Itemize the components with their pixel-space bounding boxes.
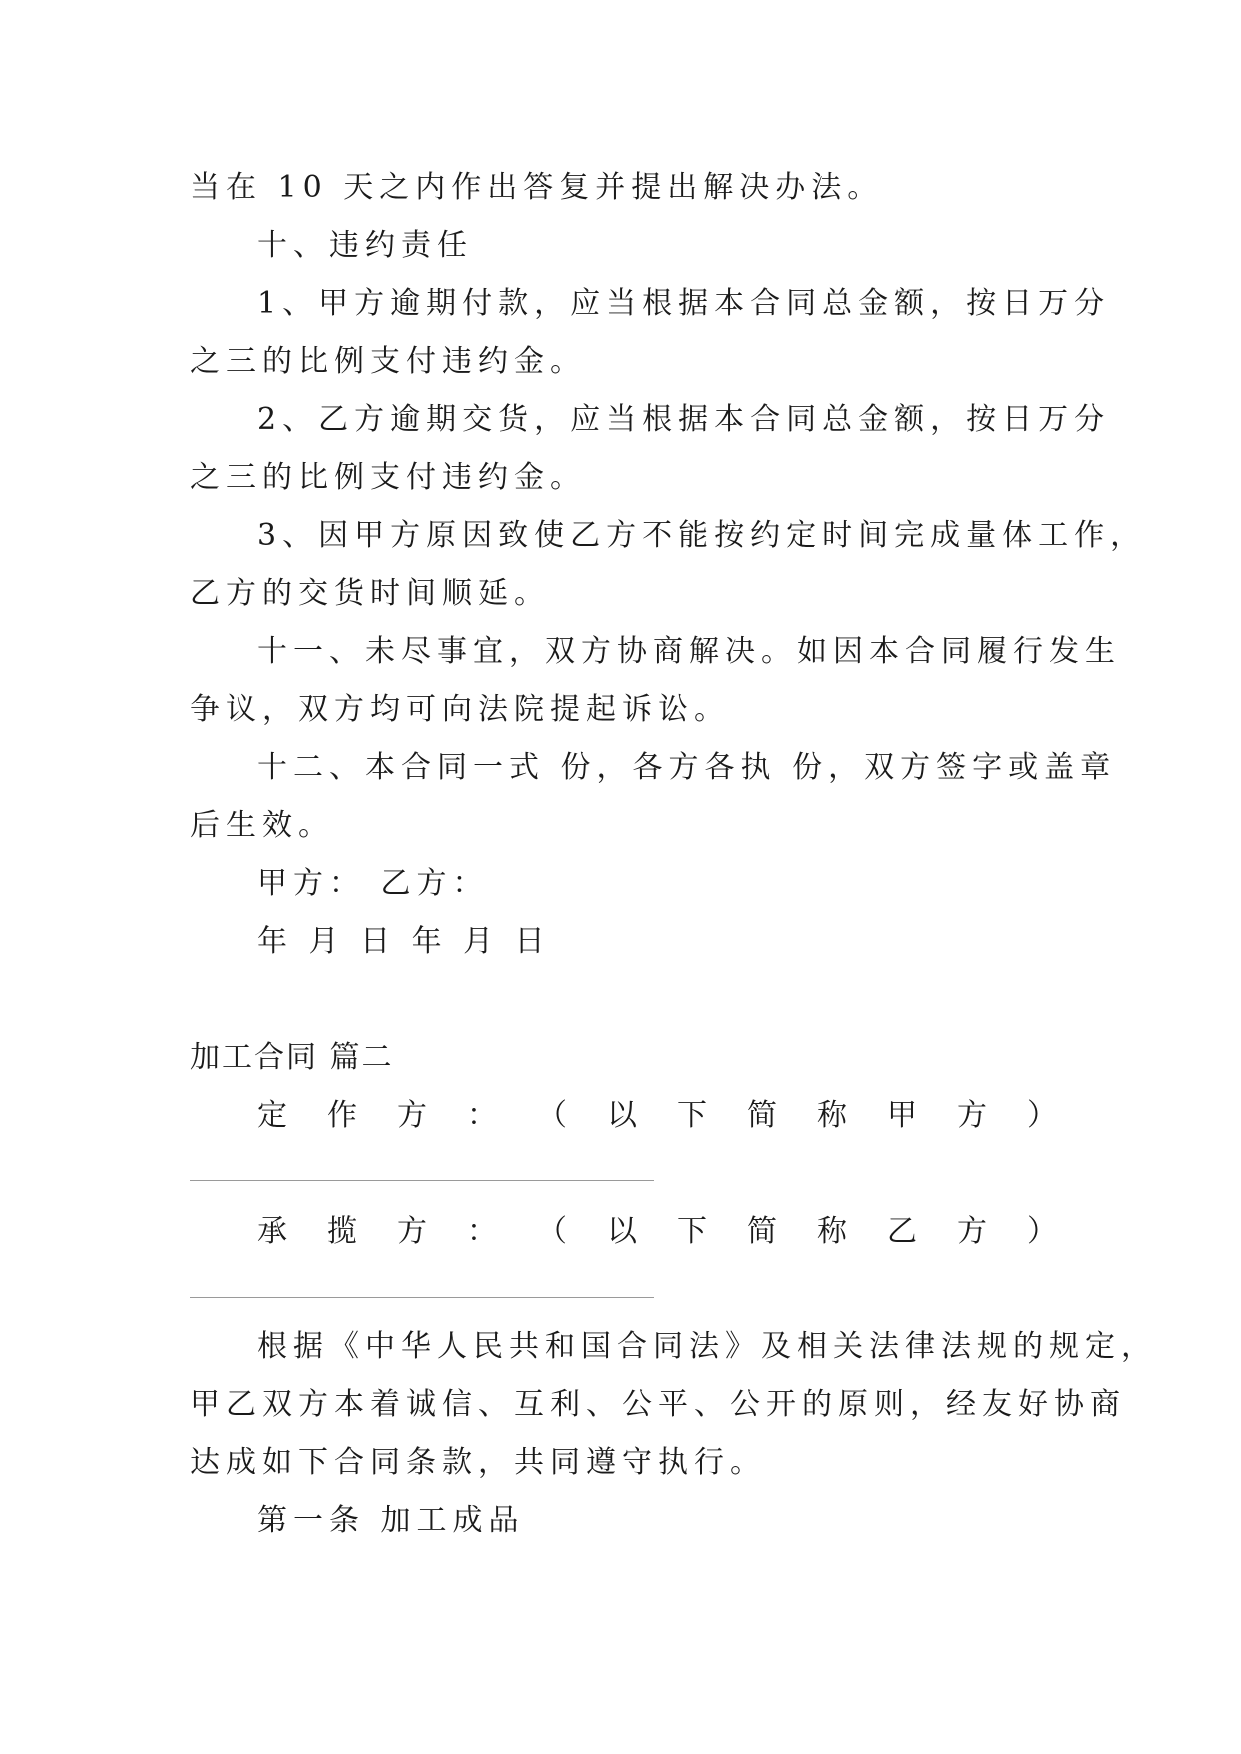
party-a-char: 简 <box>747 1098 777 1133</box>
paragraph-line: 甲乙双方本着诚信、互利、公平、公开的原则，经友好协商 <box>190 1387 1126 1422</box>
party-a-char: 下 <box>677 1098 707 1133</box>
party-b-char: 简 <box>747 1214 777 1249</box>
party-b-char: 称 <box>817 1214 847 1249</box>
party-a-line <box>257 1096 1057 1136</box>
paragraph-line: 乙方的交货时间顺延。 <box>190 576 550 611</box>
party-b-char: ） <box>1027 1214 1057 1249</box>
party-b-char: 方 <box>957 1214 987 1249</box>
fill-in-blank-line <box>190 1180 654 1181</box>
party-b-char: （ <box>537 1214 567 1249</box>
party-b-line <box>257 1212 1057 1252</box>
party-a-char: 以 <box>607 1098 637 1133</box>
signature-dates: 年 月 日 年 月 日 <box>257 924 551 959</box>
party-a-char: 方 <box>397 1098 427 1133</box>
section-title: 加工合同 篇二 <box>190 1040 394 1075</box>
paragraph-line: 之三的比例支付违约金。 <box>190 344 586 379</box>
party-a-char: 称 <box>817 1098 847 1133</box>
party-a-char: 定 <box>257 1098 287 1133</box>
paragraph-line: 十二、本合同一式 份，各方各执 份，双方签字或盖章 <box>257 750 1117 785</box>
paragraph-line: 之三的比例支付违约金。 <box>190 460 586 495</box>
party-b-char: 承 <box>257 1214 287 1249</box>
paragraph-line: 2、乙方逾期交货，应当根据本合同总金额，按日万分 <box>257 402 1111 437</box>
signature-parties: 甲方： 乙方： <box>257 866 489 901</box>
party-b-char: ： <box>467 1214 497 1249</box>
party-b-char: 揽 <box>327 1214 357 1249</box>
paragraph-line: 后生效。 <box>190 808 334 843</box>
party-b-char: 以 <box>607 1214 637 1249</box>
paragraph-line: 当在 10 天之内作出答复并提出解决办法。 <box>190 170 884 205</box>
party-b-char: 乙 <box>887 1214 917 1249</box>
party-a-char: ： <box>467 1098 497 1133</box>
party-a-char: 作 <box>327 1098 357 1133</box>
paragraph-line: 1、甲方逾期付款，应当根据本合同总金额，按日万分 <box>257 286 1111 321</box>
party-b-char: 方 <box>397 1214 427 1249</box>
section-heading-breach-liability: 十、违约责任 <box>257 228 473 263</box>
paragraph-line: 达成如下合同条款，共同遵守执行。 <box>190 1445 766 1480</box>
party-a-char: （ <box>537 1098 567 1133</box>
article-heading: 第一条 加工成品 <box>257 1503 525 1538</box>
party-a-char: ） <box>1027 1098 1057 1133</box>
paragraph-line: 十一、未尽事宜，双方协商解决。如因本合同履行发生 <box>257 634 1121 669</box>
party-b-char: 下 <box>677 1214 707 1249</box>
party-a-char: 方 <box>957 1098 987 1133</box>
paragraph-line: 根据《中华人民共和国合同法》及相关法律法规的规定， <box>257 1329 1157 1364</box>
fill-in-blank-line <box>190 1297 654 1298</box>
paragraph-line: 争议，双方均可向法院提起诉讼。 <box>190 692 730 727</box>
paragraph-line: 3、因甲方原因致使乙方不能按约定时间完成量体工作， <box>257 518 1147 553</box>
party-a-char: 甲 <box>887 1098 917 1133</box>
